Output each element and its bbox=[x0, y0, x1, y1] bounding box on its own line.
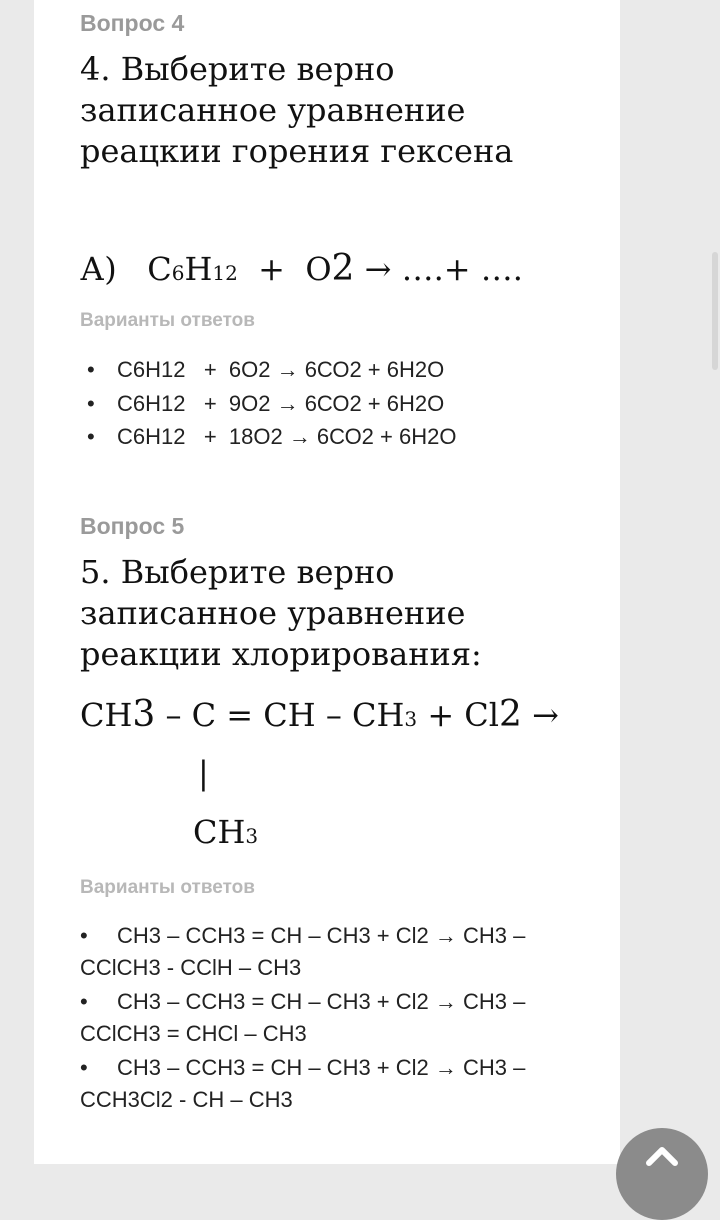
formula-subscript: 2 bbox=[331, 248, 355, 289]
question-5-formula bbox=[80, 694, 559, 735]
question-5-formula-branch bbox=[193, 813, 258, 851]
formula-subscript: 6 bbox=[171, 261, 185, 285]
formula-text: СН bbox=[193, 813, 246, 851]
formula-subscript: 12 bbox=[212, 261, 238, 285]
formula-text: + Cl bbox=[417, 696, 500, 734]
question-4-answers-label: Варианты ответов bbox=[80, 310, 255, 331]
formula-text: СН bbox=[80, 696, 133, 734]
answer-option[interactable]: • С6Н12 + 6О2 → 6СО2 + 6Н2О bbox=[80, 353, 456, 387]
formula-text: → ….+ …. bbox=[354, 250, 523, 288]
question-4-options bbox=[80, 353, 456, 454]
formula-text: А) С bbox=[80, 250, 172, 288]
answer-option[interactable]: • СН3 – ССН3 = СН – СН3 + Cl2 → СН3 – ССН3Cl2 - СН – СН3 bbox=[80, 1052, 560, 1118]
formula-text: + О bbox=[237, 250, 332, 288]
question-5-title: 5. Выберите верно записанное уравнение реакции хлорирования: bbox=[80, 553, 482, 673]
question-5-answers-label: Варианты ответов bbox=[80, 877, 255, 898]
formula-subscript: 3 bbox=[132, 694, 156, 735]
formula-subscript: 2 bbox=[499, 694, 522, 735]
formula-bond-bar: | bbox=[198, 754, 209, 792]
formula-subscript: 3 bbox=[404, 707, 418, 731]
scroll-to-top-button[interactable] bbox=[616, 1128, 708, 1220]
formula-subscript: 3 bbox=[245, 824, 259, 848]
scroll-indicator[interactable] bbox=[712, 252, 718, 370]
question-4-title: 4. Выберите верно записанное уравнение реацкии горения гексена bbox=[80, 50, 514, 170]
answer-option[interactable]: • СН3 – ССН3 = СН – СН3 + Cl2 → СН3 – ССlСН3 - ССlН – СН3 bbox=[80, 920, 560, 986]
answer-option[interactable]: • С6Н12 + 18О2 → 6СО2 + 6Н2О bbox=[80, 420, 456, 454]
answer-option[interactable]: • С6Н12 + 9О2 → 6СО2 + 6Н2О bbox=[80, 387, 456, 421]
formula-text: – С = СН – СН bbox=[155, 696, 405, 734]
question-5-label: Вопрос 5 bbox=[80, 513, 185, 539]
chevron-up-icon bbox=[644, 1143, 680, 1167]
formula-text: → bbox=[521, 696, 559, 734]
question-4-label: Вопрос 4 bbox=[80, 10, 185, 36]
answer-option[interactable]: • СН3 – ССН3 = СН – СН3 + Cl2 → СН3 – ССlСН3 = СНCl – СН3 bbox=[80, 986, 560, 1052]
question-4-formula bbox=[80, 248, 523, 289]
formula-text: Н bbox=[184, 250, 213, 288]
question-5-options bbox=[80, 920, 560, 1118]
